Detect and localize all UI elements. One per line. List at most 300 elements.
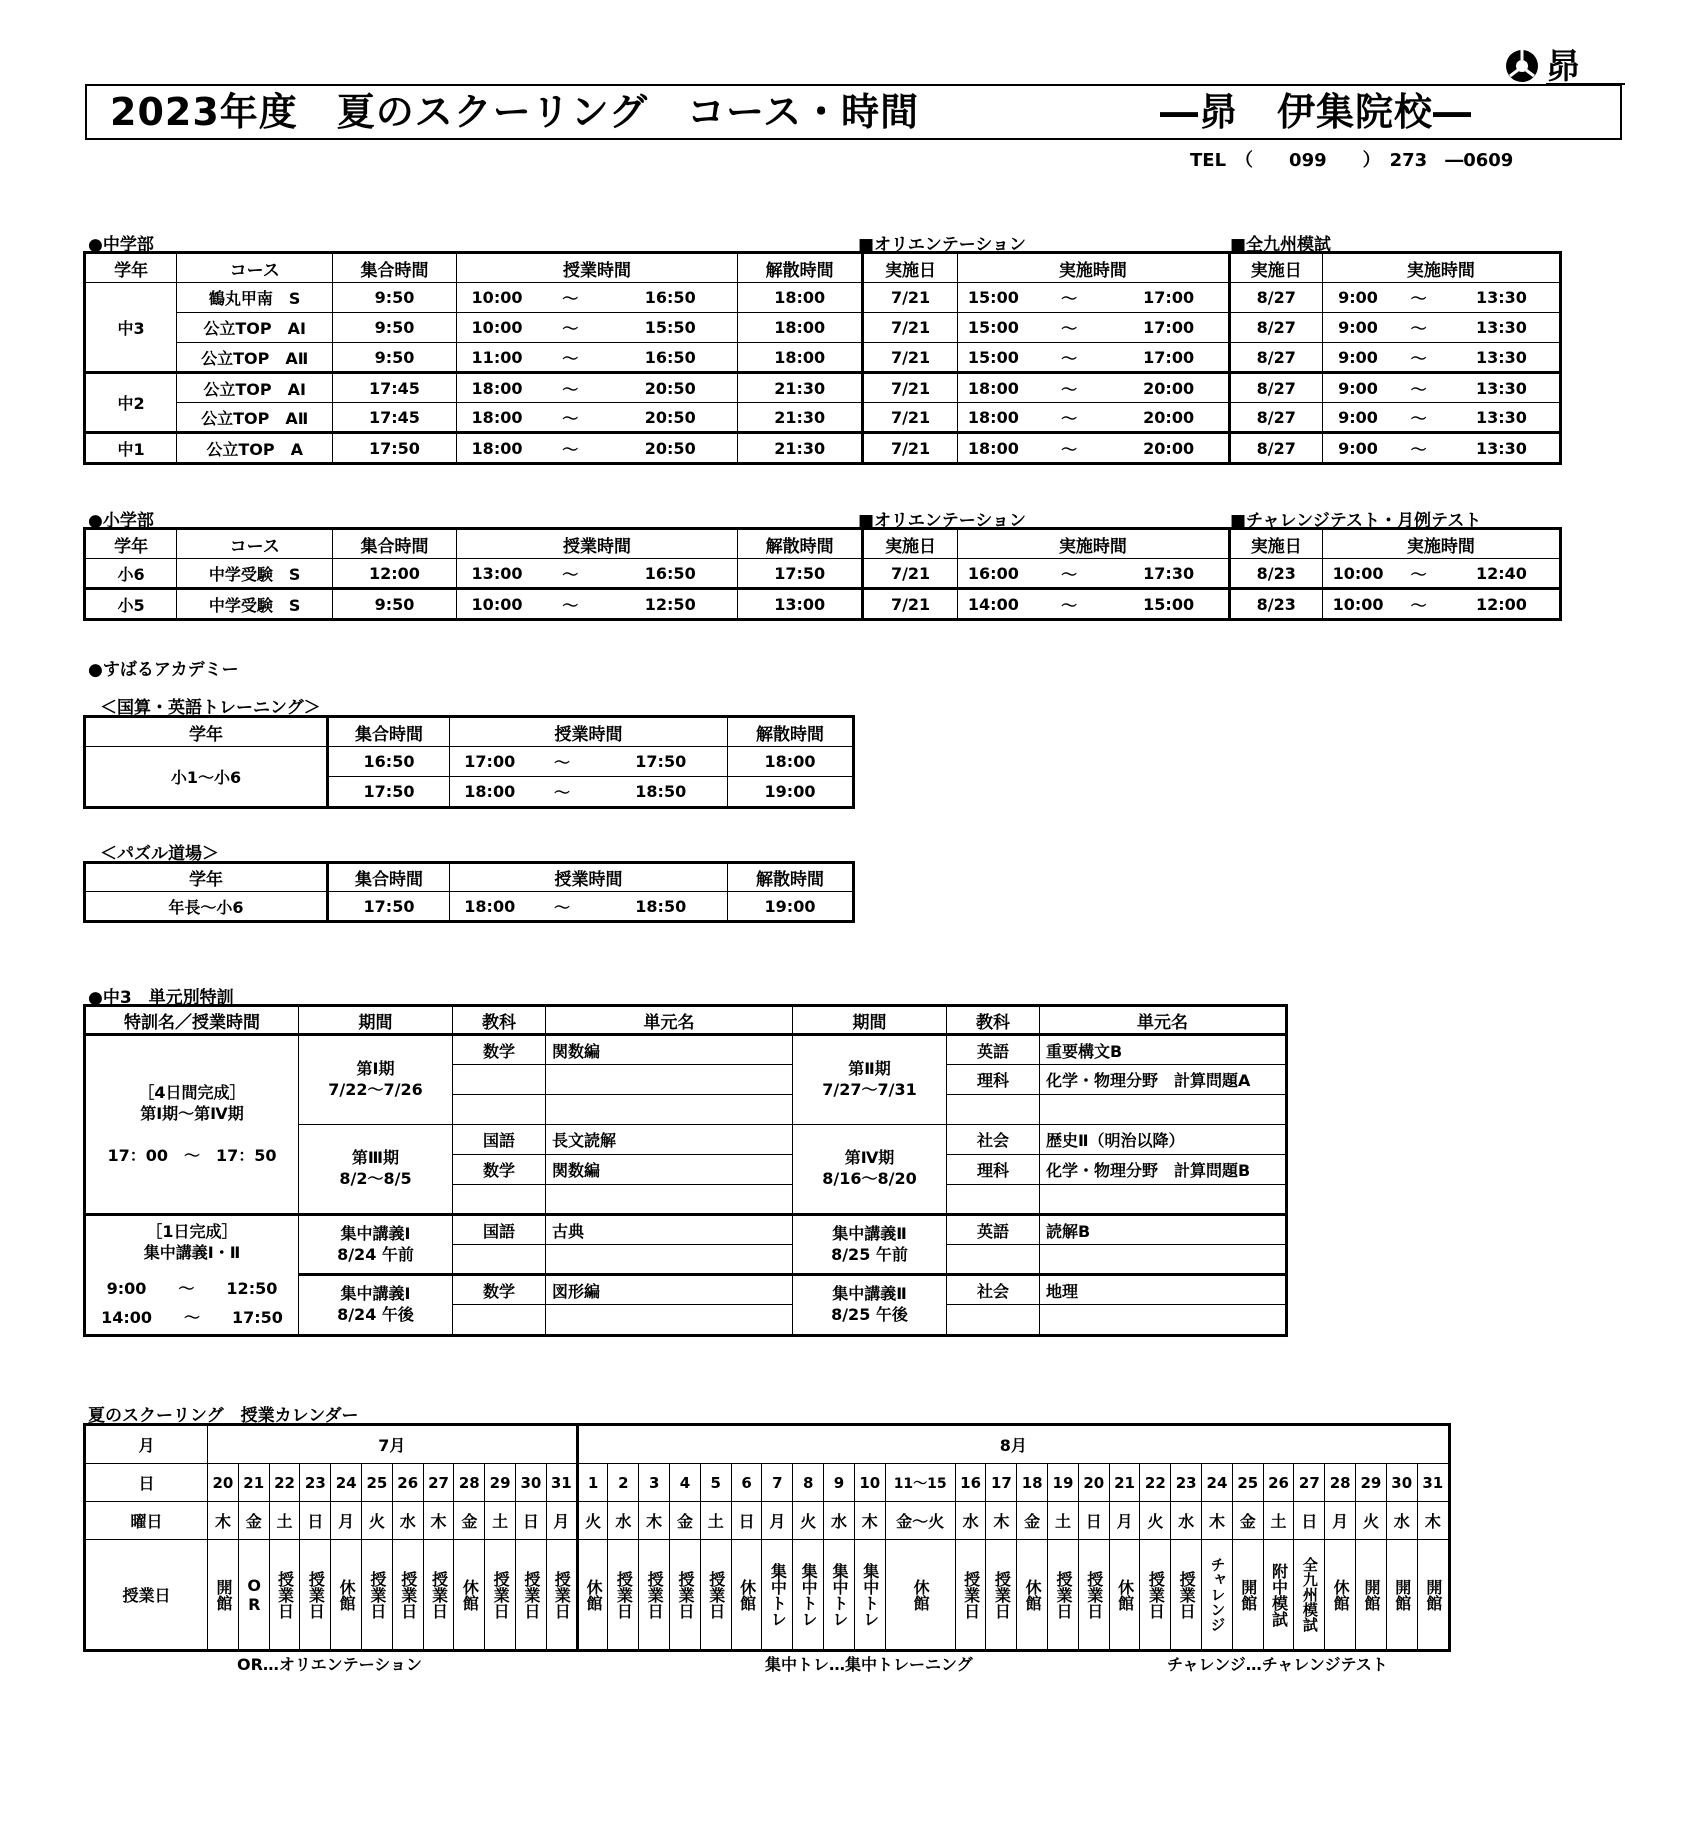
- row-label: 日: [86, 1464, 208, 1502]
- end-cell: 20:50: [603, 373, 738, 403]
- orient-start-cell: 14:00: [958, 589, 1029, 619]
- test-date-cell: 8/27: [1229, 343, 1322, 373]
- col-header: 実施時間: [1322, 254, 1559, 283]
- unit-name-cell: [546, 1305, 793, 1335]
- jhs-section-label: ●中学部: [88, 235, 154, 255]
- col-header: 解散時間: [728, 864, 853, 892]
- class-day-label: 授業日: [275, 1570, 295, 1619]
- weekday-cell: 火: [1356, 1502, 1387, 1540]
- class-day-cell: [793, 1540, 824, 1650]
- elem-orient-label: ■オリエンテーション: [858, 511, 1027, 531]
- subject-cell: [947, 1185, 1040, 1215]
- col-header: コース: [177, 530, 333, 559]
- start-cell: 11:00: [456, 343, 537, 373]
- weekday-cell: 金: [454, 1502, 485, 1540]
- col-header: 教科: [453, 1007, 546, 1035]
- tilde: ～: [537, 559, 603, 589]
- meet-cell: 17:50: [328, 777, 450, 807]
- school-name: ―昴 伊集院校―: [1160, 90, 1473, 134]
- day-cell: 19: [1048, 1464, 1079, 1502]
- col-header: 学年: [86, 530, 177, 559]
- telephone: TEL （ 099 ） 273 ―0609: [1190, 150, 1514, 171]
- weekday-cell: 土: [269, 1502, 300, 1540]
- orient-date-cell: 7/21: [862, 559, 957, 589]
- weekday-cell: 金: [1232, 1502, 1263, 1540]
- orient-start-cell: 16:00: [958, 559, 1029, 589]
- weekday-cell: 日: [1078, 1502, 1109, 1540]
- weekday-cell: 日: [516, 1502, 547, 1540]
- day-cell: 21: [238, 1464, 269, 1502]
- period-cell: 第Ⅲ期 8/2～8/5: [299, 1125, 453, 1215]
- test-date-cell: 8/27: [1229, 433, 1322, 463]
- course-cell: 公立TOP AⅠ: [177, 373, 333, 403]
- class-day-cell: [1417, 1540, 1448, 1650]
- class-day-label: 休館: [337, 1578, 357, 1611]
- class-day-label: 授業日: [1053, 1570, 1073, 1619]
- class-day-label: 休館: [1331, 1578, 1351, 1611]
- day-cell: 27: [1294, 1464, 1325, 1502]
- course-cell: 中学受験 S: [177, 589, 333, 619]
- unit-name-cell: [1040, 1245, 1286, 1275]
- weekday-cell: 木: [854, 1502, 885, 1540]
- class-day-cell: [1017, 1540, 1048, 1650]
- table-row: [86, 313, 1560, 343]
- course-cell: 公立TOP A: [177, 433, 333, 463]
- orient-end-cell: 15:00: [1110, 589, 1230, 619]
- test-end-cell: 13:30: [1444, 283, 1560, 313]
- day-cell: 17: [986, 1464, 1017, 1502]
- dismiss-cell: 18:00: [738, 283, 863, 313]
- tilde: ～: [1029, 403, 1110, 433]
- weekday-cell: 木: [208, 1502, 239, 1540]
- subject-cell: 国語: [453, 1125, 546, 1155]
- class-day-label: 全九州模試: [1300, 1557, 1319, 1632]
- start-cell: 18:00: [456, 373, 537, 403]
- class-day-cell: [1202, 1540, 1233, 1650]
- tilde: ～: [1393, 343, 1444, 373]
- class-day-cell: [1356, 1540, 1387, 1650]
- jhs-test-label: ■全九州模試: [1230, 235, 1332, 255]
- weekday-cell: 土: [1263, 1502, 1294, 1540]
- period-cell: 集中講義Ⅰ 8/24 午前: [299, 1215, 453, 1275]
- note-challenge: チャレンジ…チャレンジテスト: [1167, 1655, 1388, 1674]
- end-cell: 16:50: [603, 283, 738, 313]
- class-day-label: 授業日: [961, 1570, 981, 1619]
- weekday-cell: 火: [793, 1502, 824, 1540]
- class-day-cell: [1078, 1540, 1109, 1650]
- weekday-cell: 月: [1325, 1502, 1356, 1540]
- tilde: ～: [530, 777, 595, 807]
- test-start-cell: 9:00: [1322, 403, 1393, 433]
- tilde: ～: [1393, 559, 1444, 589]
- subject-cell: 社会: [947, 1125, 1040, 1155]
- meet-cell: 9:50: [333, 343, 457, 373]
- unit-name-cell: [1040, 1305, 1286, 1335]
- block1-name-cell: [86, 1035, 299, 1215]
- class-day-label: 授業日: [1146, 1570, 1166, 1619]
- course-cell: 鶴丸甲南 S: [177, 283, 333, 313]
- calendar-table: [85, 1425, 1449, 1650]
- weekday-cell: 土: [700, 1502, 731, 1540]
- grade-cell: 小5: [86, 589, 177, 619]
- col-header: 教科: [947, 1007, 1040, 1035]
- tilde: ～: [1029, 433, 1110, 463]
- meet-cell: 9:50: [333, 313, 457, 343]
- test-date-cell: 8/27: [1229, 283, 1322, 313]
- kokusan-table: [85, 717, 853, 807]
- end-cell: 18:50: [595, 777, 728, 807]
- day-cell: 22: [269, 1464, 300, 1502]
- table-row: [86, 373, 1560, 403]
- end-cell: 18:50: [595, 892, 728, 921]
- tilde: ～: [1029, 373, 1110, 403]
- meet-cell: 17:50: [328, 892, 450, 921]
- day-cell: 3: [639, 1464, 670, 1502]
- class-day-cell: [1048, 1540, 1079, 1650]
- class-day-label: 授業日: [992, 1570, 1012, 1619]
- day-cell: 31: [546, 1464, 577, 1502]
- day-cell: 23: [300, 1464, 331, 1502]
- subject-cell: 理科: [947, 1065, 1040, 1095]
- elem-test-label: ■チャレンジテスト・月例テスト: [1230, 511, 1482, 531]
- period-cell: 第Ⅳ期 8/16～8/20: [793, 1125, 947, 1215]
- class-day-label: 開館: [1238, 1578, 1258, 1611]
- block2-time-2: 14:00 ～ 17:50: [101, 1307, 283, 1327]
- orient-start-cell: 18:00: [958, 403, 1029, 433]
- dismiss-cell: 13:00: [738, 589, 863, 619]
- end-cell: 20:50: [603, 403, 738, 433]
- col-header: 解散時間: [738, 254, 863, 283]
- tilde: ～: [1393, 283, 1444, 313]
- day-cell: 23: [1171, 1464, 1202, 1502]
- block1-name: ［4日間完成］ 第Ⅰ期～第Ⅳ期: [138, 1083, 246, 1123]
- day-cell: 16: [955, 1464, 986, 1502]
- col-header: 授業時間: [450, 718, 728, 747]
- subject-cell: 英語: [947, 1035, 1040, 1065]
- unit-name-cell: [1040, 1095, 1286, 1125]
- subject-cell: 英語: [947, 1215, 1040, 1245]
- class-day-label: 授業日: [1084, 1570, 1104, 1619]
- unit-section-label: ●中3 単元別特訓: [88, 988, 234, 1008]
- col-header: 期間: [793, 1007, 947, 1035]
- class-day-cell: [1325, 1540, 1356, 1650]
- tilde: ～: [537, 283, 603, 313]
- day-cell: 25: [1232, 1464, 1263, 1502]
- weekday-cell: 金: [1017, 1502, 1048, 1540]
- orient-start-cell: 15:00: [958, 283, 1029, 313]
- orient-start-cell: 18:00: [958, 433, 1029, 463]
- elem-section-label: ●小学部: [88, 511, 154, 531]
- grade-cell: 年長～小6: [86, 892, 328, 921]
- dismiss-cell: 21:30: [738, 373, 863, 403]
- class-day-label: 授業日: [706, 1570, 726, 1619]
- orient-date-cell: 7/21: [862, 433, 957, 463]
- day-cell: 20: [208, 1464, 239, 1502]
- col-header: 授業時間: [450, 864, 728, 892]
- col-header: 単元名: [546, 1007, 793, 1035]
- period-cell: 集中講義Ⅱ 8/25 午前: [793, 1215, 947, 1275]
- class-day-label: 授業日: [645, 1570, 665, 1619]
- tilde: ～: [1393, 433, 1444, 463]
- day-cell: 11～15: [885, 1464, 955, 1502]
- calendar-title: 夏のスクーリング 授業カレンダー: [88, 1406, 359, 1426]
- month-cell: 8月: [577, 1426, 1448, 1464]
- weekday-cell: 木: [1202, 1502, 1233, 1540]
- class-day-label: 授業日: [398, 1570, 418, 1619]
- orient-end-cell: 20:00: [1110, 373, 1230, 403]
- start-cell: 10:00: [456, 589, 537, 619]
- class-day-cell: [300, 1540, 331, 1650]
- weekday-cell: 月: [762, 1502, 793, 1540]
- weekday-cell: 土: [1048, 1502, 1079, 1540]
- col-header: 実施時間: [958, 530, 1229, 559]
- tilde: ～: [1029, 343, 1110, 373]
- test-start-cell: 9:00: [1322, 433, 1393, 463]
- day-cell: 2: [608, 1464, 639, 1502]
- end-cell: 16:50: [603, 559, 738, 589]
- day-cell: 26: [392, 1464, 423, 1502]
- table-row: [86, 403, 1560, 433]
- test-end-cell: 12:40: [1444, 559, 1560, 589]
- class-day-label: 集中トレ: [768, 1562, 788, 1627]
- meet-cell: 17:45: [333, 373, 457, 403]
- meet-cell: 16:50: [328, 747, 450, 777]
- class-day-cell: [1386, 1540, 1417, 1650]
- class-day-cell: [238, 1540, 269, 1650]
- weekday-cell: 月: [546, 1502, 577, 1540]
- logo-text: 昴: [1546, 47, 1580, 87]
- weekday-cell: 月: [1109, 1502, 1140, 1540]
- class-day-label: 休館: [911, 1578, 931, 1611]
- class-day-label: 休館: [460, 1578, 480, 1611]
- weekday-cell: 水: [392, 1502, 423, 1540]
- weekday-cell: 日: [731, 1502, 762, 1540]
- kokusan-label: ＜国算・英語トレーニング＞: [100, 698, 321, 718]
- orient-end-cell: 20:00: [1110, 403, 1230, 433]
- unit-name-cell: 読解B: [1040, 1215, 1286, 1245]
- class-day-label: 休館: [584, 1578, 604, 1611]
- meet-cell: 9:50: [333, 283, 457, 313]
- col-header: 期間: [299, 1007, 453, 1035]
- unit-name-cell: [546, 1245, 793, 1275]
- class-day-cell: [208, 1540, 239, 1650]
- subject-cell: 数学: [453, 1155, 546, 1185]
- col-header: 集合時間: [333, 254, 457, 283]
- weekday-cell: 水: [955, 1502, 986, 1540]
- test-start-cell: 9:00: [1322, 313, 1393, 343]
- unit-name-cell: [1040, 1185, 1286, 1215]
- dismiss-cell: 18:00: [728, 747, 853, 777]
- subject-cell: [453, 1185, 546, 1215]
- grade-cell: 小6: [86, 559, 177, 589]
- col-header: 特訓名／授業時間: [86, 1007, 299, 1035]
- day-cell: 24: [1202, 1464, 1233, 1502]
- class-day-cell: [1294, 1540, 1325, 1650]
- class-day-cell: [608, 1540, 639, 1650]
- unit-name-cell: 関数編: [546, 1155, 793, 1185]
- subject-cell: [947, 1095, 1040, 1125]
- day-cell: 30: [1386, 1464, 1417, 1502]
- course-cell: 公立TOP AⅠ: [177, 313, 333, 343]
- course-cell: 公立TOP AⅡ: [177, 403, 333, 433]
- period-cell: 第Ⅰ期 7/22～7/26: [299, 1035, 453, 1125]
- meet-cell: 12:00: [333, 559, 457, 589]
- tilde: ～: [1029, 313, 1110, 343]
- block2-name-cell: [86, 1215, 299, 1335]
- unit-name-cell: 歴史Ⅱ（明治以降）: [1040, 1125, 1286, 1155]
- page-title: 2023年度 夏のスクーリング コース・時間: [110, 90, 920, 134]
- day-cell: 5: [700, 1464, 731, 1502]
- class-day-label: 附中模試: [1269, 1562, 1289, 1627]
- class-day-cell: [1140, 1540, 1171, 1650]
- test-date-cell: 8/23: [1229, 559, 1322, 589]
- subject-cell: [453, 1245, 546, 1275]
- table-row: [86, 343, 1560, 373]
- tilde: ～: [1393, 589, 1444, 619]
- note-or: OR…オリエンテーション: [237, 1655, 422, 1674]
- tilde: ～: [1029, 283, 1110, 313]
- day-cell: 28: [1325, 1464, 1356, 1502]
- weekday-cell: 木: [1417, 1502, 1448, 1540]
- tilde: ～: [537, 313, 603, 343]
- test-date-cell: 8/27: [1229, 403, 1322, 433]
- test-end-cell: 12:00: [1444, 589, 1560, 619]
- tilde: ～: [530, 747, 595, 777]
- tilde: ～: [537, 343, 603, 373]
- block2-name: ［1日完成］ 集中講義Ⅰ・Ⅱ: [143, 1222, 241, 1262]
- academy-section-label: ●すばるアカデミー: [88, 660, 239, 680]
- unit-table: [85, 1006, 1286, 1335]
- orient-end-cell: 17:00: [1110, 343, 1230, 373]
- col-header: 実施時間: [958, 254, 1229, 283]
- test-start-cell: 9:00: [1322, 283, 1393, 313]
- class-day-cell: [885, 1540, 955, 1650]
- row-label: 曜日: [86, 1502, 208, 1540]
- class-day-cell: [1263, 1540, 1294, 1650]
- weekday-cell: 火: [1140, 1502, 1171, 1540]
- day-cell: 27: [423, 1464, 454, 1502]
- puzzle-label: ＜パズル道場＞: [100, 844, 219, 864]
- orient-end-cell: 17:30: [1110, 559, 1230, 589]
- day-cell: 20: [1078, 1464, 1109, 1502]
- start-cell: 10:00: [456, 283, 537, 313]
- day-cell: 10: [854, 1464, 885, 1502]
- tilde: ～: [537, 589, 603, 619]
- class-day-label: 授業日: [521, 1570, 541, 1619]
- col-header: 実施日: [862, 530, 957, 559]
- logo: [1500, 44, 1630, 88]
- class-day-label: 開館: [213, 1578, 233, 1611]
- test-start-cell: 10:00: [1322, 559, 1393, 589]
- tilde: ～: [530, 892, 595, 921]
- block1-time: 17：00 ～ 17：50: [107, 1145, 277, 1165]
- orient-end-cell: 17:00: [1110, 283, 1230, 313]
- col-header: 学年: [86, 254, 177, 283]
- subject-cell: 国語: [453, 1215, 546, 1245]
- weekday-cell: 水: [608, 1502, 639, 1540]
- grade-cell: 中2: [86, 373, 177, 433]
- class-day-cell: [1109, 1540, 1140, 1650]
- grade-cell: 中3: [86, 283, 177, 373]
- unit-name-cell: [546, 1065, 793, 1095]
- tilde: ～: [1393, 403, 1444, 433]
- class-day-cell: [1232, 1540, 1263, 1650]
- weekday-cell: 日: [300, 1502, 331, 1540]
- day-cell: 9: [824, 1464, 855, 1502]
- class-day-cell: [516, 1540, 547, 1650]
- col-header: 単元名: [1040, 1007, 1286, 1035]
- weekday-cell: 木: [639, 1502, 670, 1540]
- course-cell: 公立TOP AⅡ: [177, 343, 333, 373]
- class-day-label: 休館: [1115, 1578, 1135, 1611]
- class-day-cell: [854, 1540, 885, 1650]
- col-header: 実施日: [1229, 530, 1322, 559]
- unit-name-cell: 地理: [1040, 1275, 1286, 1305]
- table-row: [86, 559, 1560, 589]
- col-header: コース: [177, 254, 333, 283]
- row-label: 月: [86, 1426, 208, 1464]
- col-header: 授業時間: [456, 530, 738, 559]
- test-start-cell: 10:00: [1322, 589, 1393, 619]
- class-day-cell: [454, 1540, 485, 1650]
- period-cell: 集中講義Ⅰ 8/24 午後: [299, 1275, 453, 1335]
- class-day-label: 開館: [1423, 1578, 1443, 1611]
- meet-cell: 17:45: [333, 403, 457, 433]
- jhs-table: [85, 253, 1560, 463]
- orient-date-cell: 7/21: [862, 313, 957, 343]
- day-cell: 18: [1017, 1464, 1048, 1502]
- note-training: 集中トレ…集中トレーニング: [765, 1655, 973, 1674]
- subject-cell: [453, 1065, 546, 1095]
- class-day-cell: [762, 1540, 793, 1650]
- test-date-cell: 8/27: [1229, 313, 1322, 343]
- period-cell: 集中講義Ⅱ 8/25 午後: [793, 1275, 947, 1335]
- day-cell: 30: [516, 1464, 547, 1502]
- col-header: 実施日: [1229, 254, 1322, 283]
- table-row: [86, 589, 1560, 619]
- orient-start-cell: 18:00: [958, 373, 1029, 403]
- unit-name-cell: [546, 1185, 793, 1215]
- test-end-cell: 13:30: [1444, 433, 1560, 463]
- weekday-cell: 木: [423, 1502, 454, 1540]
- unit-name-cell: 重要構文B: [1040, 1035, 1286, 1065]
- weekday-cell: 木: [986, 1502, 1017, 1540]
- test-date-cell: 8/27: [1229, 373, 1322, 403]
- class-day-label: 休館: [737, 1578, 757, 1611]
- class-day-label: 授業日: [306, 1570, 326, 1619]
- block2-time-1: 9:00 ～ 12:50: [106, 1278, 278, 1298]
- dismiss-cell: 19:00: [728, 892, 853, 921]
- day-cell: 29: [1356, 1464, 1387, 1502]
- tilde: ～: [1029, 589, 1110, 619]
- meet-cell: 9:50: [333, 589, 457, 619]
- orient-end-cell: 17:00: [1110, 313, 1230, 343]
- grade-cell: 小1～小6: [86, 747, 328, 807]
- jhs-orient-label: ■オリエンテーション: [858, 235, 1027, 255]
- day-cell: 6: [731, 1464, 762, 1502]
- tilde: ～: [537, 403, 603, 433]
- dismiss-cell: 17:50: [738, 559, 863, 589]
- day-cell: 7: [762, 1464, 793, 1502]
- weekday-cell: 火: [362, 1502, 393, 1540]
- class-day-label: チャレンジ: [1208, 1557, 1227, 1632]
- col-header: 集合時間: [328, 718, 450, 747]
- col-header: 授業時間: [456, 254, 738, 283]
- end-cell: 17:50: [595, 747, 728, 777]
- col-header: 学年: [86, 718, 328, 747]
- col-header: 学年: [86, 864, 328, 892]
- unit-name-cell: 古典: [546, 1215, 793, 1245]
